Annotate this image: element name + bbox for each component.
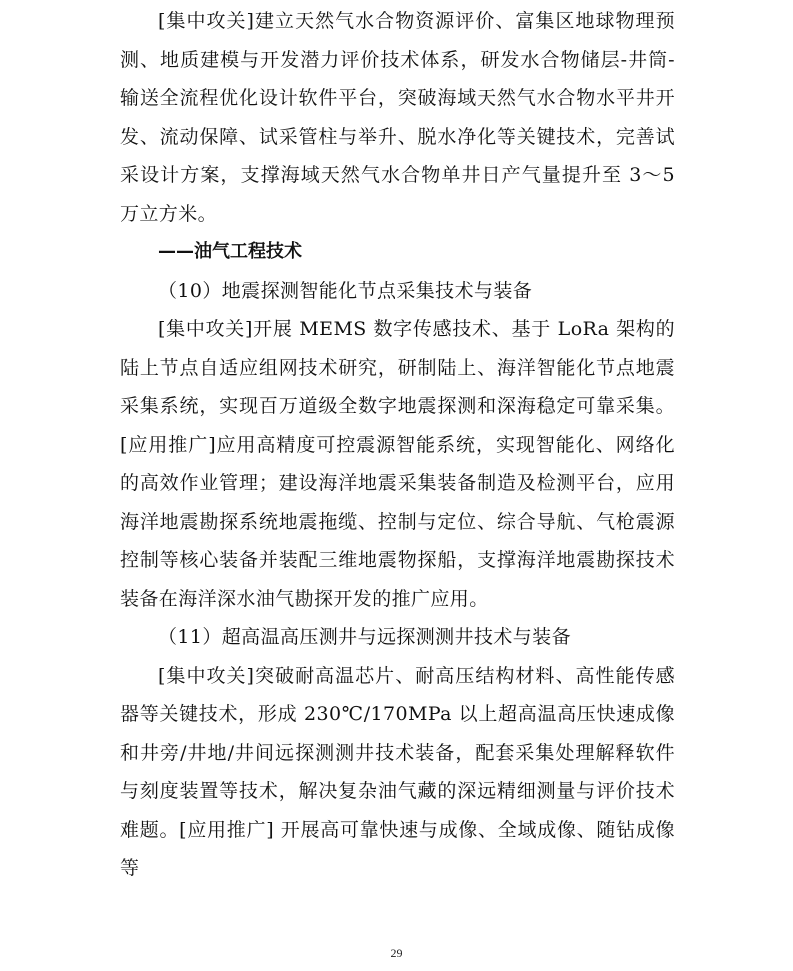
subheading-item-11: （11）超高温高压测井与远探测测井技术与装备 (158, 626, 571, 648)
paragraph-tag: [集中攻关] (158, 318, 253, 340)
paragraph-tag: [集中攻关] (158, 10, 255, 32)
subheading-item-10: （10）地震探测智能化节点采集技术与装备 (158, 279, 533, 302)
paragraph-tag: [集中攻关] (158, 664, 255, 687)
paragraph-text: 开展 MEMS 数字传感技术、基于 LoRa 架构的陆上节点自适应组网技术研究，研制陆上、海洋智能化节点地震采集系统，实现百万道级全数字地震探测和深海稳定可靠采集。[应用推广]应用高精度可控震源智能系统，实现智能化、网络化的高效作业管理；建设海洋地震采集装备制造及检测平台，应用海洋地震勘探系统地震拖缆、控制与定位、综合导航、气枪震源控制等核心装备并装配三维地震物探船，支撑海洋地震勘探技术装备在海洋深水油气勘探开发的推广应用。 (120, 318, 675, 610)
paragraph-seismic-node (120, 310, 675, 618)
page-number: 29 (390, 946, 403, 960)
page-content (120, 2, 675, 888)
paragraph-logging-tech (120, 657, 675, 888)
section-heading-oil-gas-engineering: ——油气工程技术 (158, 241, 302, 262)
paragraph-text: 突破耐高温芯片、耐高压结构材料、高性能传感器等关键技术，形成 230℃/170MPa 以上超高温高压快速成像和井旁/井地/井间远探测测井技术装备，配套采集处理解释软件与刻度装置等技术，解决复杂油气藏的深远精细测量与评价技术难题。[应用推广] 开展高可靠快速与成像、全域成像、随钻成像等 (120, 664, 675, 879)
paragraph-hydrate-tech (120, 2, 675, 233)
paragraph-text: 建立天然气水合物资源评价、富集区地球物理预测、地质建模与开发潜力评价技术体系，研发水合物储层-井筒-输送全流程优化设计软件平台，突破海域天然气水合物水平井开发、流动保障、试采管柱与举升、脱水净化等关键技术，完善试采设计方案，支撑海域天然气水合物单井日产气量提升至 3～5万立方米。 (120, 10, 675, 225)
